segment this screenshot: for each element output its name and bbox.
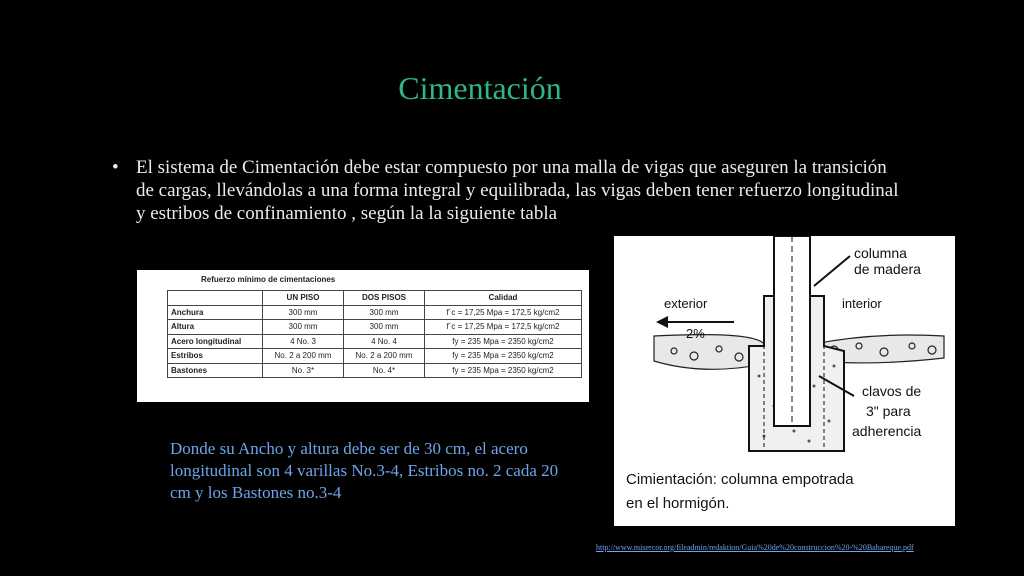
table-cell: Estribos [168,349,263,364]
foundation-diagram-svg [614,236,955,526]
table-cell: No. 4* [344,363,425,378]
table-header-row [168,291,582,306]
table-cell: No. 3* [263,363,344,378]
label-exterior: exterior [664,296,708,311]
bullet-text: El sistema de Cimentación debe estar compuesto por una malla de vigas que aseguren la transición de cargas, llevándolas a una forma integral y equilibrada, las vigas deben tener refuerzo longitudinal y estribos de confinamiento , según la la siguiente tabla [136,157,899,224]
table-cell: 4 No. 3 [263,334,344,349]
table-cell: f´c = 17,25 Mpa = 172,5 kg/cm2 [425,320,582,335]
table-header-cell: UN PISO [263,291,344,306]
label-columna: columna [854,245,907,261]
foundation-diagram [614,236,955,526]
table-cell: fy = 235 Mpa = 2350 kg/cm2 [425,363,582,378]
table-cell: Bastones [168,363,263,378]
label-interior: interior [842,296,882,311]
table-cell: Anchura [168,305,263,320]
table-row [168,320,582,335]
source-link[interactable]: http://www.misercor.org/fileadmin/redaktion/Guia%20de%20construccion%20-%20Bahareque.pdf [596,543,914,552]
reinforcement-table [167,290,582,378]
label-clavos-1: clavos de [862,383,922,399]
figure-caption-line-1: Cimientación: columna empotrada [626,471,854,488]
table-cell: Altura [168,320,263,335]
label-slope: 2% [686,326,705,341]
note-text: Donde su Ancho y altura debe ser de 30 cm, el acero longitudinal son 4 varillas No.3-4, Estribos no. 2 cada 20 cm y los Bastones no.3-4 [170,439,559,502]
table-row [168,363,582,378]
table-cell: f´c = 17,25 Mpa = 172,5 kg/cm2 [425,305,582,320]
table-row [168,334,582,349]
figure-caption-line-2: en el hormigón. [626,495,730,512]
slide-title: Cimentación [398,70,562,106]
table-row [168,305,582,320]
label-madera: de madera [854,261,921,277]
label-clavos-2: 3" para [866,403,911,419]
table-cell: fy = 235 Mpa = 2350 kg/cm2 [425,334,582,349]
label-clavos-3: adherencia [852,423,922,439]
table-cell: 4 No. 4 [344,334,425,349]
table-header-cell: Calidad [425,291,582,306]
table-row [168,349,582,364]
table-cell: 300 mm [344,305,425,320]
table-header-cell: DOS PISOS [344,291,425,306]
table-cell: 300 mm [263,305,344,320]
bullet-paragraph [112,156,902,225]
table-cell: 300 mm [263,320,344,335]
table-cell: No. 2 a 200 mm [344,349,425,364]
table-cell: 300 mm [344,320,425,335]
table-header-cell [168,291,263,306]
table-cell: fy = 235 Mpa = 2350 kg/cm2 [425,349,582,364]
pointer-arrow [814,256,850,286]
table-cell: No. 2 a 200 mm [263,349,344,364]
bullet-marker: • [112,157,119,178]
table-cell: Acero longitudinal [168,334,263,349]
reinforcement-table-image [137,270,589,402]
table-title: Refuerzo mínimo de cimentaciones [201,275,336,284]
